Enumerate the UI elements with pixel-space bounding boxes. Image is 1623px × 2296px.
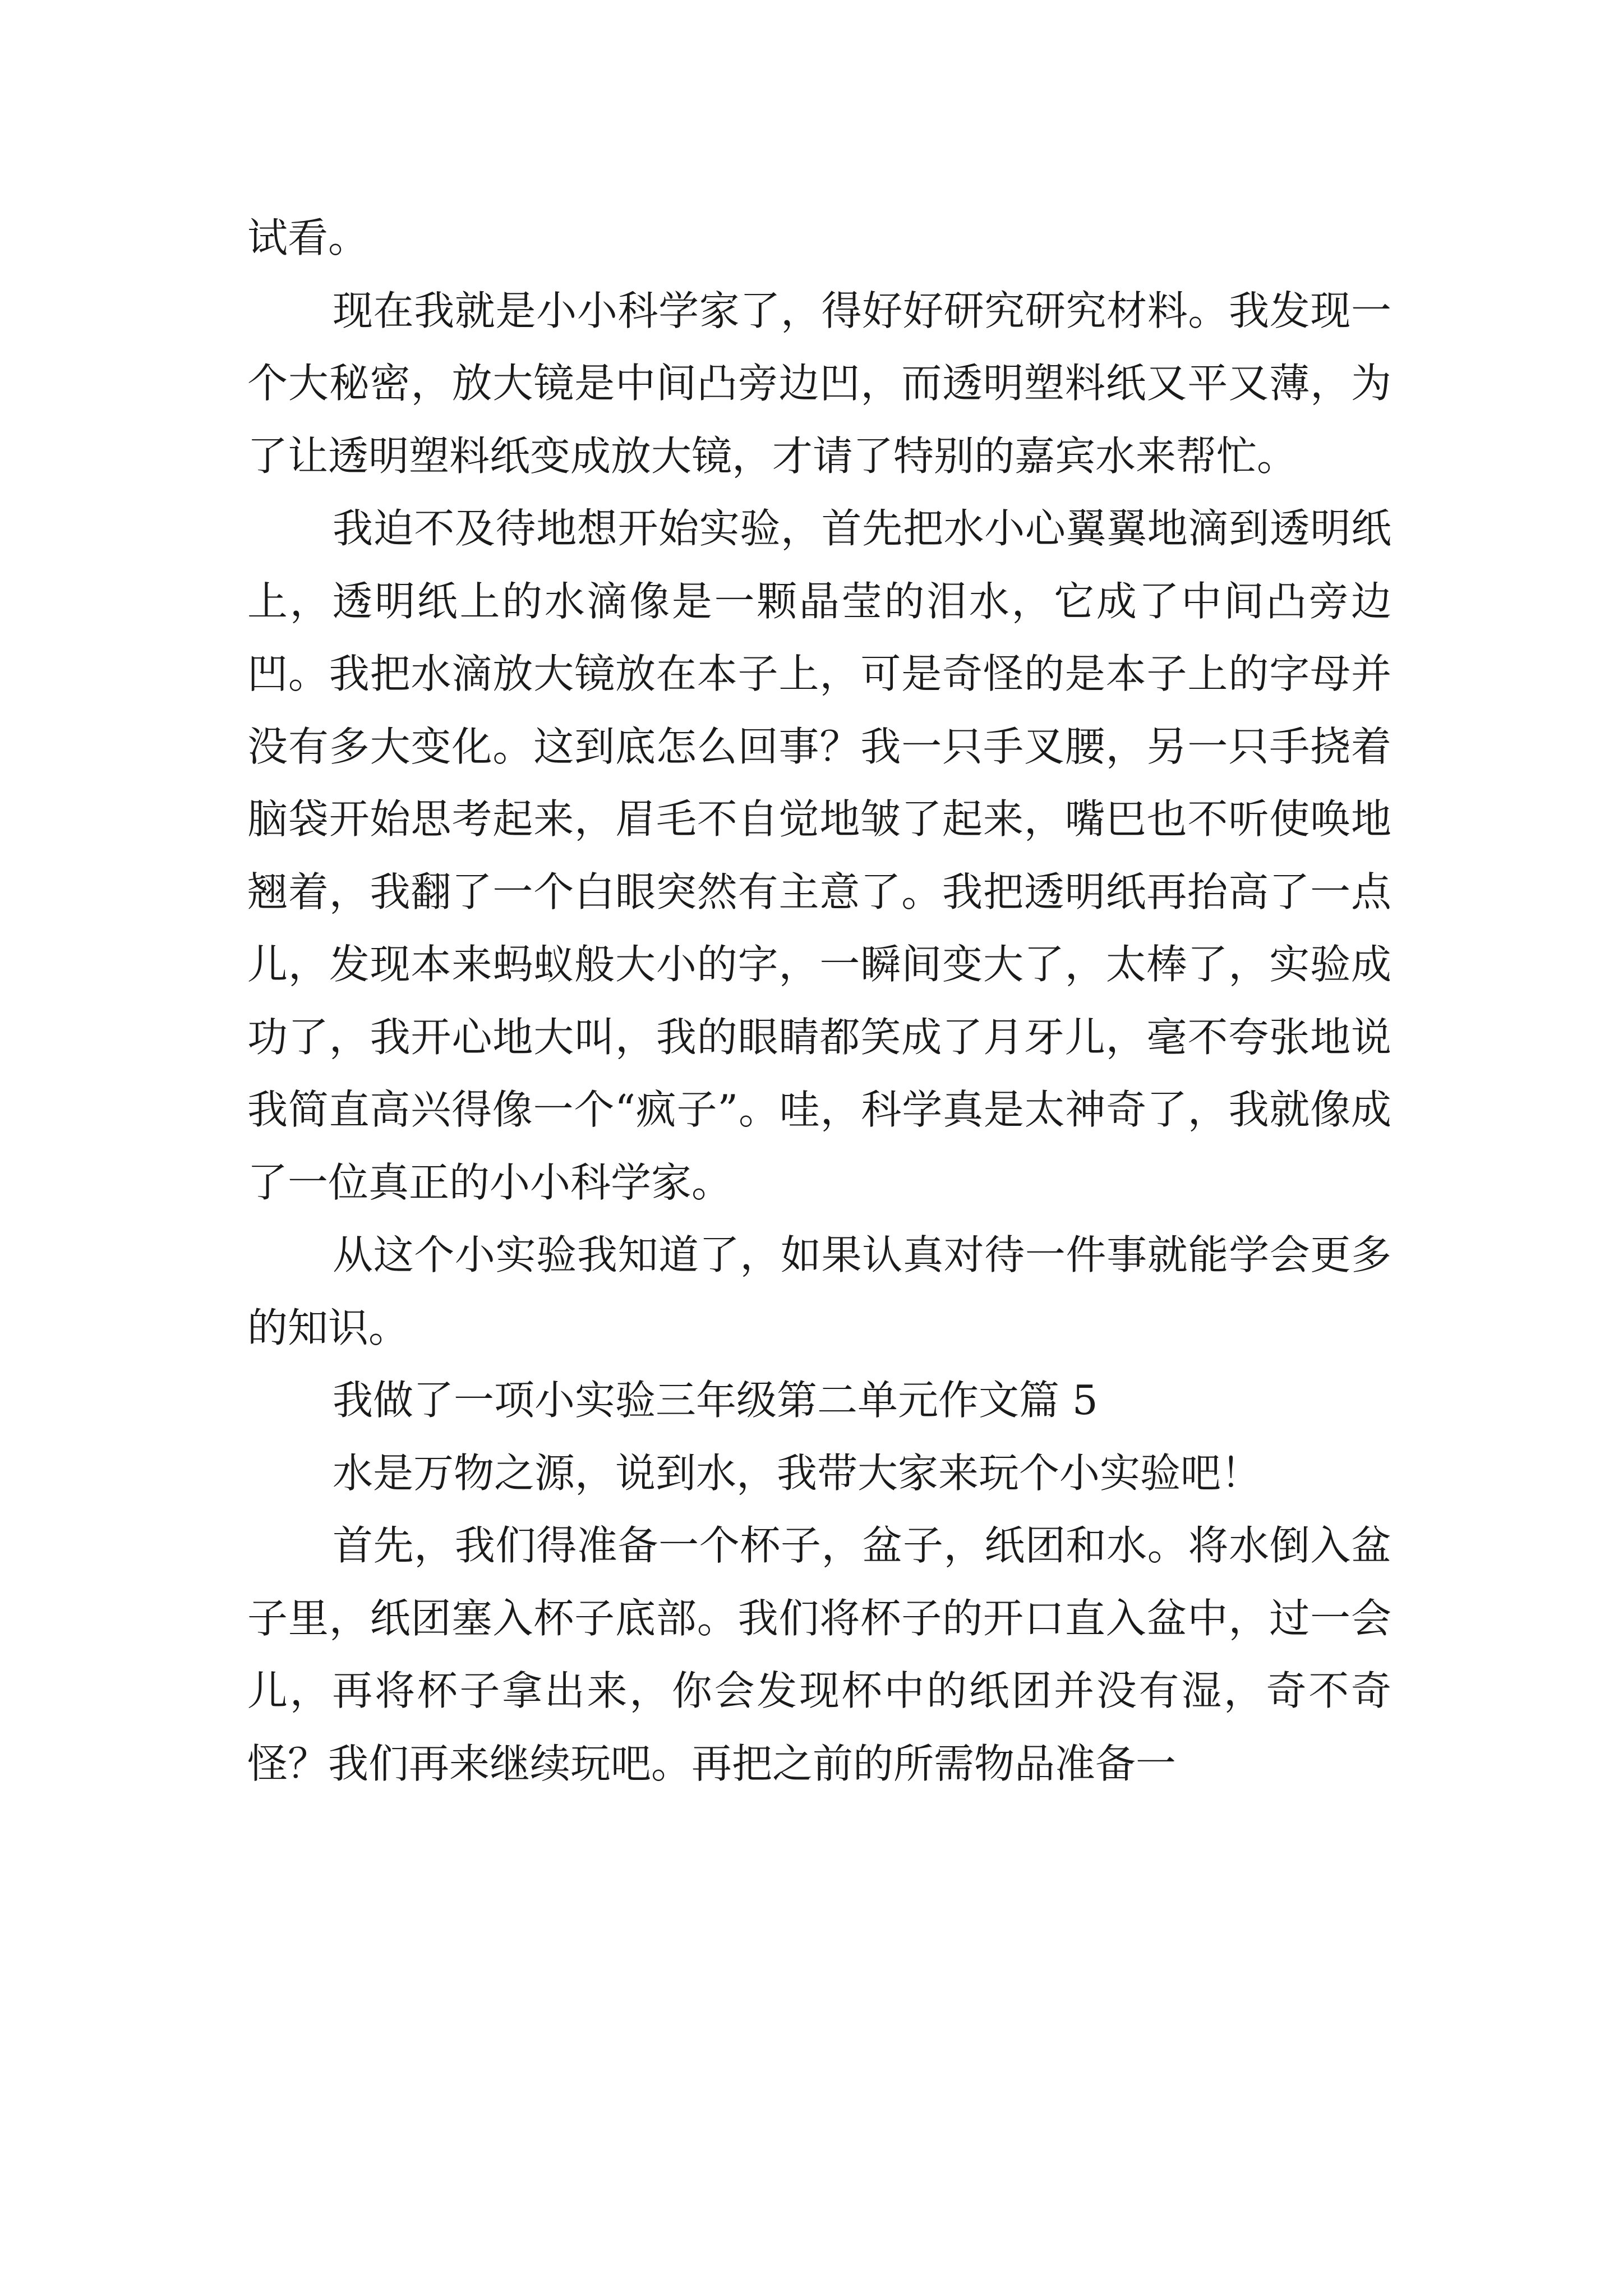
paragraph-steps: 首先，我们得准备一个杯子，盆子，纸团和水。将水倒入盆子里，纸团塞入杯子底部。我们将杯子的开口直入盆中，过一会儿，再将杯子拿出来，你会发现杯中的纸团并没有湿，奇不奇怪？我们再来继续玩吧。再把之前的所需物品准备一 <box>247 1522 1391 1787</box>
paragraph-materials: 现在我就是小小科学家了，得好好研究研究材料。我发现一个大秘密，放大镜是中间凸旁边凹，而透明塑料纸又平又薄，为了让透明塑料纸变成放大镜，才请了特别的嘉宾水来帮忙。 <box>247 287 1391 480</box>
essay-title: 我做了一项小实验三年级第二单元作文篇 5 <box>333 1377 1098 1424</box>
paragraph-intro: 水是万物之源，说到水，我带大家来玩个小实验吧！ <box>333 1449 1262 1497</box>
paragraph-conclusion: 从这个小实验我知道了，如果认真对待一件事就能学会更多的知识。 <box>247 1231 1391 1351</box>
document-body <box>247 202 1391 1800</box>
paragraph-continuation: 试看。 <box>247 214 369 261</box>
paragraph-experiment: 我迫不及待地想开始实验，首先把水小心翼翼地滴到透明纸上，透明纸上的水滴像是一颗晶莹的泪水，它成了中间凸旁边凹。我把水滴放大镜放在本子上，可是奇怪的是本子上的字母并没有多大变化。这到底怎么回事？我一只手叉腰，另一只手挠着脑袋开始思考起来，眉毛不自觉地皱了起来，嘴巴也不听使唤地翘着，我翻了一个白眼突然有主意了。我把透明纸再抬高了一点儿，发现本来蚂蚁般大小的字，一瞬间变大了，太棒了，实验成功了，我开心地大叫，我的眼睛都笑成了月牙儿，毫不夸张地说我简直高兴得像一个“疯子”。哇，科学真是太神奇了，我就像成了一位真正的小小科学家。 <box>247 505 1391 1206</box>
